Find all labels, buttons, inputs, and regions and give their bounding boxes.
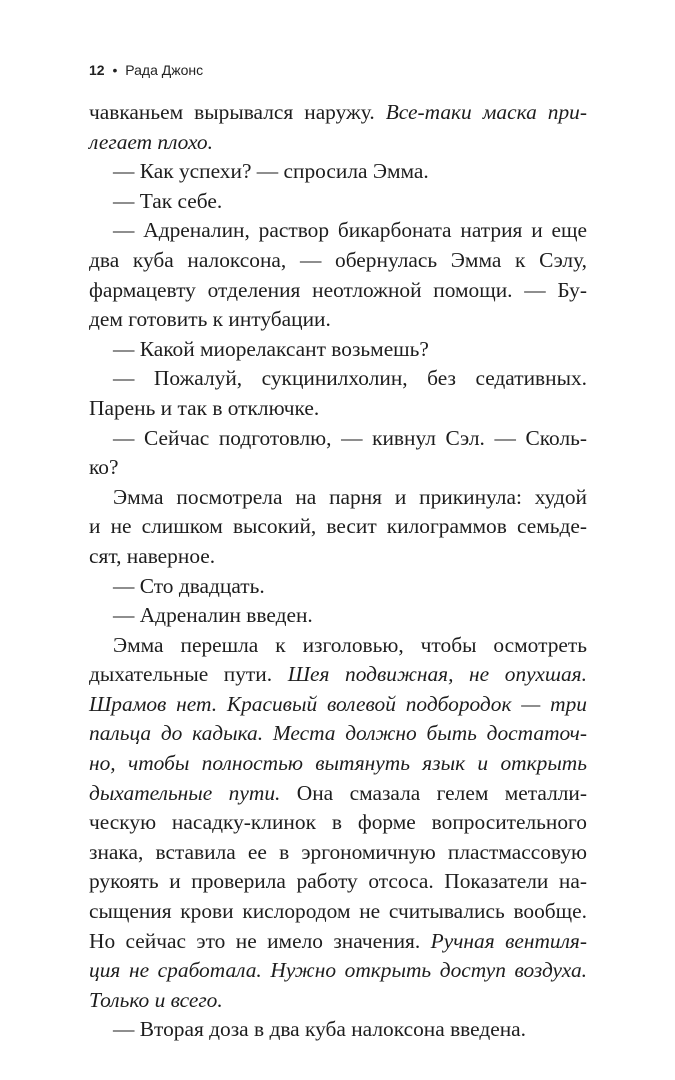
text-segment: фармацевту отделения неотложной помощи. — Бу- (89, 277, 587, 302)
text-line (89, 690, 587, 720)
text-line (89, 660, 587, 690)
text-segment: — Так себе. (113, 188, 223, 213)
text-line (89, 246, 587, 276)
italic-text-segment: ция не сработала. Нужно открыть доступ воздуха. (89, 958, 587, 983)
text-line (89, 483, 587, 513)
text-segment: Парень и так в отключке. (89, 395, 320, 420)
author-name: Рада Джонс (125, 62, 204, 78)
text-line (89, 719, 587, 749)
text-line (89, 305, 587, 335)
text-segment: Эмма посмотрела на парня и прикинула: худой (113, 484, 587, 509)
text-line (89, 601, 587, 631)
text-line (89, 424, 587, 454)
text-segment: дыхательные пути. (89, 662, 288, 687)
text-segment: — Сто двадцать. (113, 573, 265, 598)
text-line (89, 956, 587, 986)
text-segment: — Адреналин, раствор бикарбоната натрия и еще (113, 218, 587, 243)
text-line (89, 631, 587, 661)
italic-text-segment: пальца до кадыка. Места должно быть достаточ- (89, 721, 587, 746)
text-segment: — Вторая доза в два куба налоксона введена. (113, 1017, 527, 1042)
text-segment: Но сейчас это не имело значения. (89, 928, 431, 953)
text-line (89, 927, 587, 957)
text-segment: ческую насадку-клинок в форме вопросительного (89, 810, 587, 835)
text-segment: ко? (89, 455, 119, 480)
text-segment: сят, наверное. (89, 543, 216, 568)
text-line (89, 897, 587, 927)
text-line (89, 187, 587, 217)
text-line (89, 867, 587, 897)
text-line (89, 779, 587, 809)
text-line (89, 986, 587, 1016)
running-head (89, 62, 203, 78)
text-line (89, 335, 587, 365)
text-line (89, 364, 587, 394)
text-segment: сыщения крови кислородом не считывались вообще. (89, 899, 587, 924)
text-segment: Она смазала гелем металли- (280, 780, 588, 805)
italic-text-segment: Только и всего. (89, 987, 223, 1012)
header-separator: • (112, 62, 118, 78)
text-line (89, 1015, 587, 1045)
text-segment: — Пожалуй, сукцинилхолин, без седативных. (113, 366, 587, 391)
text-segment: — Как успехи? — спросила Эмма. (113, 159, 429, 184)
italic-text-segment: легает плохо. (89, 129, 213, 154)
text-line (89, 216, 587, 246)
text-line (89, 512, 587, 542)
italic-text-segment: Ручная вентиля- (430, 928, 587, 953)
text-segment: Эмма перешла к изголовью, чтобы осмотреть (113, 632, 587, 657)
text-segment: чавканьем вырывался наружу. (89, 100, 386, 124)
text-line (89, 838, 587, 868)
italic-text-segment: Шрамов нет. Красивый волевой подбородок — три (89, 691, 587, 716)
text-line (89, 128, 587, 158)
text-line (89, 276, 587, 306)
italic-text-segment: Все-таки маска при- (385, 100, 588, 124)
text-line (89, 98, 587, 128)
italic-text-segment: Шея подвижная, не опухшая. (287, 662, 587, 687)
italic-text-segment: но, чтобы полностью вытянуть язык и открыть (89, 751, 587, 776)
text-line (89, 453, 587, 483)
text-segment: знака, вставила ее в эргономичную пластмассовую (89, 839, 587, 864)
text-segment: — Адреналин введен. (113, 603, 313, 628)
text-line (89, 749, 587, 779)
italic-text-segment: дыхательные пути. (89, 780, 281, 805)
text-segment: два куба налоксона, — обернулась Эмма к Сэлу, (89, 247, 587, 272)
text-segment: и не слишком высокий, весит килограммов семьде- (89, 514, 587, 539)
text-line (89, 572, 587, 602)
body-text (89, 98, 587, 1045)
text-segment: — Какой миорелаксант возьмешь? (113, 336, 429, 361)
text-line (89, 157, 587, 187)
page-number: 12 (89, 62, 105, 78)
text-segment: дем готовить к интубации. (89, 307, 331, 332)
text-line (89, 394, 587, 424)
text-segment: — Сейчас подготовлю, — кивнул Сэл. — Сколь- (113, 425, 587, 450)
text-line (89, 808, 587, 838)
text-segment: рукоять и проверила работу отсоса. Показатели на- (89, 869, 587, 894)
text-line (89, 542, 587, 572)
